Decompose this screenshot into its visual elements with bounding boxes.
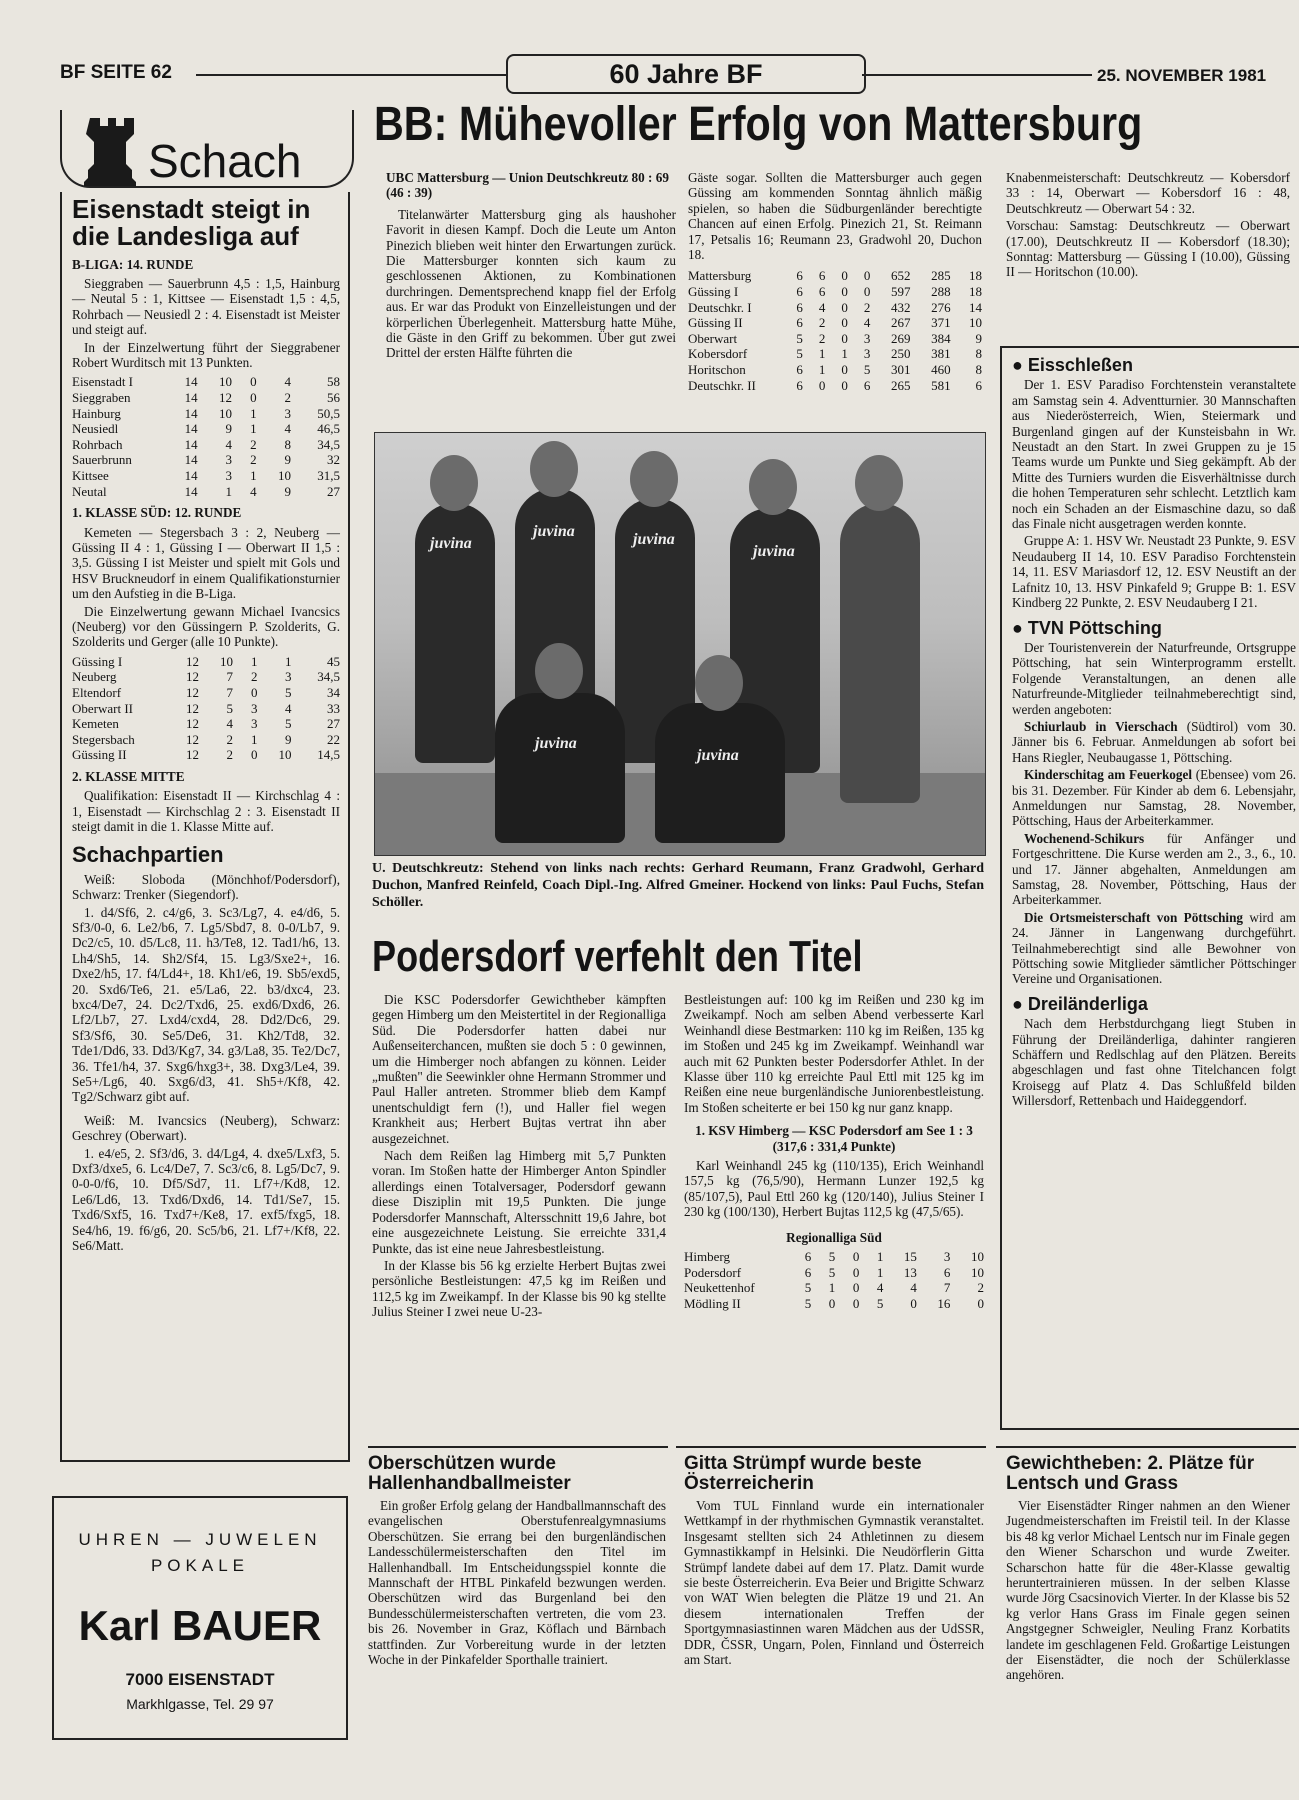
bullet-icon: ● xyxy=(1012,355,1023,375)
team-name-cell: Neusiedl xyxy=(72,421,119,437)
schach-logo xyxy=(60,110,354,190)
stat-cell: 2 xyxy=(250,452,257,468)
podersdorf-text-1: Die KSC Podersdorfer Gewichtheber kämpften gegen Himberg um den Meistertitel in der Regionalliga Süd. Die Podersdorfer hatten dabei nur Außenseiterchancen, mußten sie doch 5 : 0 gewinnen, um die Himberger noch abfangen zu können. Leider „mußten" die Seewinkler ohne Hermann Strommer und Paul Haller antreten. Strommer blieb dem Kampf unentschuldigt fern (!), und Haller fiel wegen Krankheit aus; Herbert Bujtas vertrat ihn aber ausgezeichnet. xyxy=(372,992,666,1146)
stat-cell: 269 xyxy=(890,330,911,346)
stat-cell: 14 xyxy=(184,436,198,452)
stat-cell: 0 xyxy=(250,374,257,390)
bullet-icon: ● xyxy=(1012,993,1023,1014)
stat-cell: 0 xyxy=(841,330,848,346)
stat-cell: 8 xyxy=(284,436,291,452)
stat-cell: 384 xyxy=(931,330,951,346)
ad-address: Markhlgasse, Tel. 29 97 xyxy=(126,1696,274,1712)
team-name-cell: Eisenstadt I xyxy=(72,374,134,390)
stat-cell: 0 xyxy=(828,1295,836,1311)
ad-name: Karl BAUER xyxy=(78,1602,322,1649)
table-row xyxy=(72,406,340,422)
partie2-moves: 1. e4/e5, 2. Sf3/d6, 3. d4/Lg4, 4. dxe5/Lxf3, 5. Dxf3/dxe5, 6. Lc4/De7, 7. Sc3/c6, 8. Lg5/Dc7, 9. 0-0-0/f6, 10. Df5/Sd7, 11. Lf7+/Kd8, 12. Le6/Ld6, 13. Txd6/Dxd6, 14. Td1/Se7, 15. Txd6/Sxf5, 16. Txd7+/Ke8, 17. exf5/fxg5, 18. Se4/h6, 19. f6/g6, 20. Sc5/b6, 21. Lf7+/Kf8, 22. Se6/Matt. xyxy=(72,1145,340,1254)
stat-cell: 4 xyxy=(250,483,257,499)
stat-cell: 10 xyxy=(218,405,232,421)
stat-cell: 10 xyxy=(277,468,291,483)
tvn-item-4: Die Ortsmeisterschaft von Pöttsching wird am 24. Jänner in Langenwang durchgeführt. Teilnahmeberechtigt sind alle Bewohner von Pöttsching sowie Mitglieder sämtlicher Pöttschinger Vereine und Organisationen. xyxy=(1012,909,1296,987)
table-row xyxy=(72,484,340,500)
stat-cell: 0 xyxy=(818,377,826,393)
eis-text: Der 1. ESV Paradiso Forchtenstein veranstaltete am Samstag sein 4. Adventturnier. 30 Mannschaften aus Niederösterreich, Wien, Steiermark und Burgenland gingen auf der Kunsteisbahn in Wr. Neustadt an den Start. In zwei Gruppen zu je 15 Teams wurde um Punkte und Sieg gekämpft. Ab der Mitte des Turniers wurden die Eisverhältnisse durch die hohen Temperaturen sehr schlecht. Letztlich kam noch ein Schaden an der Eismaschine dazu, so daß das Finale nicht ausgetragen werden konnte. xyxy=(1012,377,1296,532)
stat-cell: 2 xyxy=(818,330,826,346)
stat-cell: 34,5 xyxy=(317,436,340,452)
stat-cell: 4 xyxy=(226,716,234,732)
stat-cell: 9 xyxy=(975,330,982,346)
basketball-text-2: Gäste sogar. Sollten die Mattersburger auch gegen Güssing am kommenden Sonntag ähnlich mäßig spielen, so haben die Südburgenländer berechtigte Chancen auf einen Erfolg. Pinezich 21, St. Reimann 17, Petsalis 16; Reumann 23, Gradwohl 20, Duchon 18. xyxy=(688,170,982,263)
stat-cell: 9 xyxy=(284,483,291,499)
podersdorf-title: Podersdorf verfehlt den Titel xyxy=(372,932,863,981)
team-name-cell: Sieggraben xyxy=(72,390,131,406)
team-name-cell: Himberg xyxy=(684,1249,730,1265)
stat-cell: 33 xyxy=(327,700,340,716)
stat-cell: 3 xyxy=(250,700,258,716)
team-name-cell: Mödling II xyxy=(684,1295,741,1311)
team-name-cell: Deutschkr. I xyxy=(688,299,752,315)
stat-cell: 3 xyxy=(250,716,258,732)
team-name-cell: Oberwart II xyxy=(72,700,133,716)
stat-cell: 22 xyxy=(327,731,340,747)
team-name-cell: Podersdorf xyxy=(684,1264,742,1280)
stat-cell: 432 xyxy=(890,299,911,315)
stat-cell: 1 xyxy=(250,468,257,483)
jersey-label: juvina xyxy=(430,535,472,552)
rule-bottom-2 xyxy=(676,1446,986,1448)
stat-cell: 10 xyxy=(278,747,292,763)
stat-cell: 5 xyxy=(284,685,292,701)
tvn-item-3: Wochenend-Schikurs für Anfänger und Fortgeschrittene. Die Kurse werden am 2., 3., 6., 10. und 17. Jänner abgehalten, Anmeldungen am Samstag, 28. November, Pöttsching, Haus der Arbeiterkammer. xyxy=(1012,830,1296,908)
team-name-cell: Sauerbrunn xyxy=(72,452,132,468)
stat-cell: 1 xyxy=(250,405,257,421)
stat-cell: 14 xyxy=(969,299,982,315)
vorschau-text: Vorschau: Samstag: Deutschkreutz — Oberwart (17.00), Deutschkreutz II — Kobersdorf (18.30); Sonntag: Mattersburg — Güssing I (10.00), Güssing II — Horitschon (10.00). xyxy=(1006,218,1290,280)
stat-cell: 9 xyxy=(225,421,232,437)
stat-cell: 34 xyxy=(327,685,340,701)
table-row xyxy=(688,268,982,284)
stat-cell: 56 xyxy=(327,390,340,406)
stat-cell: 14,5 xyxy=(317,747,340,763)
stat-cell: 0 xyxy=(250,390,257,406)
table-row xyxy=(684,1296,984,1312)
stat-cell: 31,5 xyxy=(317,468,340,483)
stat-cell: 4 xyxy=(284,421,291,437)
stat-cell: 0 xyxy=(852,1280,860,1296)
stat-cell: 1 xyxy=(250,421,257,437)
sued-heading: 1. KLASSE SÜD: 12. RUNDE xyxy=(72,505,242,521)
tvn-item-1: Schiurlaub in Vierschach (Südtirol) vom 30. Jänner bis 6. Februar. Anmeldungen ab sofort bei Hans Riegler, Neubaugasse 1, Pöttsching. xyxy=(1012,718,1296,765)
bliga-table xyxy=(72,374,340,499)
regionalliga-heading: Regionalliga Süd xyxy=(786,1229,882,1245)
stat-cell: 7 xyxy=(226,669,234,685)
team-name-cell: Hainburg xyxy=(72,405,121,421)
table-row xyxy=(684,1265,984,1281)
schach-column xyxy=(60,192,350,1462)
result-heading: 1. KSV Himberg — KSC Podersdorf am See 1 : 3 (317,6 : 331,4 Punkte) xyxy=(695,1123,973,1154)
masthead-rule-left xyxy=(196,74,506,76)
table-row xyxy=(72,374,340,390)
bullet-icon: ● xyxy=(1012,617,1023,638)
table-row xyxy=(72,468,340,484)
ad-line-1: UHREN — JUWELEN xyxy=(78,1530,322,1549)
sued-table xyxy=(72,654,340,763)
stat-cell: 3 xyxy=(225,468,232,483)
stat-cell: 14 xyxy=(184,421,198,437)
gitta-text: Vom TUL Finnland wurde ein internationaler Wettkampf in der rhythmischen Gymnastik veranstaltet. Insgesamt stellten sich 24 Athletinnen zu diesem Gymnastikkampf in Helsinki. Die Neudörflerin Gitta Strümpf landete dabei auf dem 17. Platz. Damit wurde sie beste Österreicherin. Eva Beier und Brigitte Schwarz von WAT Wien belegten die Plätze 19 und 21. An diesem internationalen Treffen der Sportgymnasiastinnen waren Mädchen aus der UdSSR, DDR, ČSSR, Ungarn, Polen, Finnland und Österreich am Start. xyxy=(684,1497,984,1667)
right-news-box xyxy=(1000,346,1299,1430)
team-name-cell: Güssing II xyxy=(688,315,743,331)
stat-cell: 12 xyxy=(186,731,199,747)
team-name-cell: Eltendorf xyxy=(72,685,122,701)
stat-cell: 2 xyxy=(250,669,258,685)
sued-text: Kemeten — Stegersbach 3 : 2, Neuberg — Güssing II 4 : 1, Güssing I — Oberwart II 1,5 : 3,5. Güssing I ist Meister und spielt mit Gols und HSV Bruckneudorf in einem Qualifikationsturnier um den Aufstieg in die B-Liga. xyxy=(72,524,340,602)
stat-cell: 2 xyxy=(977,1280,984,1296)
stat-cell: 10 xyxy=(971,1264,984,1280)
stat-cell: 10 xyxy=(218,374,232,390)
stat-cell: 4 xyxy=(863,315,871,331)
stat-cell: 1 xyxy=(818,362,826,377)
ad-karl-bauer xyxy=(52,1496,348,1740)
stat-cell: 5 xyxy=(284,716,292,732)
stat-cell: 12 xyxy=(186,700,199,716)
stat-cell: 0 xyxy=(852,1249,860,1265)
rule-bottom-3 xyxy=(996,1446,1296,1448)
team-name-cell: Güssing I xyxy=(72,653,123,669)
podersdorf-text-4: Bestleistungen auf: 100 kg im Reißen und 230 kg im Zweikampf. Noch am selben Abend verbesserte Karl Weinhandl diese Bestmarken: 110 kg im Reißen, 135 kg im Stoßen und 245 kg im Zweikampf. Weinhandl war auch mit 62 Punkten bester Podersdorfer Athlet. In der Klasse über 110 kg erreichte Paul Ettl mit 125 kg im Reißen eine neue burgenländische Juniorenbestleistung. Im Stoßen scheiterte er bei 150 kg nur ganz knapp. xyxy=(684,992,984,1115)
stat-cell: 0 xyxy=(841,284,848,300)
partie1-moves: 1. d4/Sf6, 2. c4/g6, 3. Sc3/Lg7, 4. e4/d6, 5. Sf3/0-0, 6. Le2/b6, 7. Lg5/Sbd7, 8. 0-0/Lb7, 9. Dc2/c5, 10. d5/Lc8, 11. h3/Te8, 12. Tad1/h6, 13. Lh4/Sh5, 14. Sh2/Sf4, 15. Lg3/Sxe2+, 16. Dxe2/h5, 17. f4/Ld4+, 18. Kh1/e6, 19. Sb5/exd5, 20. Sxd6/Te6, 21. e5/La6, 22. b3/dxc4, 23. bxc4/De7, 24. Dc2/Txd6, 25. exd6/Dxd6, 26. Lf2/Lb7, 27. Lxd4/cxd4, 28. Dd2/Dc6, 29. Sf3/Sf6, 30. Se5/De6, 31. Kh2/Td8, 32. Tde1/Dd6, 33. Dd3/Kg7, 34. g3/La8, 35. Te2/Dc7, 36. Tfe1/h4, 37. Sxg6/hxg3+, 38. Dxg3/Le4, 39. Se5+/Lg6, 40. Sxg6/d3, 41. Sh5+/Kf8, 42. Tg2/Schwarz gibt auf. xyxy=(72,904,340,1105)
stat-cell: 18 xyxy=(969,268,982,284)
page-number: BF SEITE 62 xyxy=(60,62,172,83)
stat-cell: 9 xyxy=(284,452,291,468)
stat-cell: 12 xyxy=(186,716,199,732)
stat-cell: 6 xyxy=(796,268,803,284)
stat-cell: 27 xyxy=(327,716,340,732)
stat-cell: 6 xyxy=(818,284,826,300)
stat-cell: 285 xyxy=(931,268,951,284)
bliga-text: Sieggraben — Sauerbrunn 4,5 : 1,5, Hainburg — Neutal 5 : 1, Kittsee — Eisenstadt 1,5 : 4,5, Rohrbach — Neusiedl 2 : 4. Eisenstadt ist Meister und steigt auf. xyxy=(72,276,340,338)
stat-cell: 265 xyxy=(890,377,911,393)
team-name-cell: Kemeten xyxy=(72,716,119,732)
stat-cell: 6 xyxy=(863,377,871,393)
stat-cell: 0 xyxy=(852,1264,860,1280)
stat-cell: 6 xyxy=(796,315,803,331)
stat-cell: 6 xyxy=(943,1264,951,1280)
masthead-rule-right xyxy=(862,74,1092,76)
chess-rook-icon xyxy=(82,114,142,186)
stat-cell: 58 xyxy=(327,374,340,390)
stat-cell: 5 xyxy=(828,1264,836,1280)
eis-text-2: Gruppe A: 1. HSV Wr. Neustadt 23 Punkte, 9. ESV Neudauberg II 14, 10. ESV Paradiso Forchtenstein 14, 11. ESV Mariasdorf 12, 12. ESV Neustift an der Lafnitz 10, 13. HSV Pinkafeld 9; Gruppe B: 1. ESV Kindberg 22 Punkte, 2. ESV Neudauberg I 21. xyxy=(1012,533,1296,611)
partie1-players: Weiß: Sloboda (Mönchhof/Podersdorf), Schwarz: Trenker (Siegendorf). xyxy=(72,871,340,903)
mitte-text: Qualifikation: Eisenstadt II — Kirchschlag 4 : 1, Eisenstadt — Kirchschlag 2 : 3. Eisenstadt II steigt damit in die 1. Klasse Mitte auf. xyxy=(72,788,340,835)
stat-cell: 13 xyxy=(903,1264,917,1280)
stat-cell: 2 xyxy=(226,731,234,747)
table-row xyxy=(688,300,982,316)
stat-cell: 0 xyxy=(841,299,848,315)
table-row xyxy=(72,421,340,437)
table-row xyxy=(72,437,340,453)
stat-cell: 597 xyxy=(890,284,911,300)
basketball-title: BB: Mühevoller Erfolg von Mattersburg xyxy=(374,98,1143,151)
stat-cell: 4 xyxy=(284,374,291,390)
stat-cell: 12 xyxy=(186,653,199,669)
stat-cell: 3 xyxy=(943,1249,951,1265)
stat-cell: 1 xyxy=(841,346,848,362)
stat-cell: 3 xyxy=(284,405,291,421)
basketball-table xyxy=(688,268,982,393)
stat-cell: 1 xyxy=(250,731,258,747)
stat-cell: 7 xyxy=(226,685,234,701)
stat-cell: 0 xyxy=(852,1295,860,1311)
stat-cell: 14 xyxy=(184,390,198,406)
tvn-item-2: Kinderschitag am Feuerkogel (Ebensee) vom 26. bis 31. Dezember. Für Kinder ab dem 6. Lebensjahr, Anmeldungen nur Samstag, 28. November, Pöttsching, Haus der Arbeiterkammer. xyxy=(1012,767,1296,829)
table-row xyxy=(72,669,340,685)
masthead-title: 60 Jahre BF xyxy=(506,54,866,94)
photo-caption: U. Deutschkreutz: Stehend von links nach rechts: Gerhard Reumann, Franz Gradwohl, Gerhard Duchon, Manfred Reinfeld, Coach Dipl.-Ing. Alfred Gmeiner. Hockend von links: Paul Fuchs, Stefan Schöller. xyxy=(372,861,984,910)
bliga-text-2: In der Einzelwertung führt der Sieggrabener Robert Wurditsch mit 13 Punkten. xyxy=(72,339,340,371)
stat-cell: 5 xyxy=(804,1295,812,1311)
stat-cell: 3 xyxy=(863,346,871,362)
stat-cell: 12 xyxy=(218,390,232,406)
gitta-title: Gitta Strümpf wurde beste Österreicherin xyxy=(684,1453,922,1494)
stat-cell: 381 xyxy=(931,346,951,362)
stat-cell: 5 xyxy=(226,700,234,716)
table-row xyxy=(684,1249,984,1265)
gewicht-title: Gewichtheben: 2. Plätze für Lentsch und Grass xyxy=(1006,1453,1255,1494)
stat-cell: 50,5 xyxy=(317,405,340,421)
jersey-label: juvina xyxy=(533,523,575,540)
stat-cell: 0 xyxy=(841,362,848,377)
stat-cell: 1 xyxy=(284,653,292,669)
team-name-cell: Mattersburg xyxy=(688,268,752,284)
stat-cell: 0 xyxy=(250,685,258,701)
stat-cell: 4 xyxy=(284,700,292,716)
stat-cell: 12 xyxy=(186,747,199,763)
table-row xyxy=(72,716,340,732)
stat-cell: 12 xyxy=(186,685,199,701)
team-name-cell: Deutschkr. II xyxy=(688,377,756,393)
stat-cell: 2 xyxy=(863,299,871,315)
schach-logo-text: Schach xyxy=(148,135,302,187)
table-row xyxy=(72,685,340,701)
stat-cell: 14 xyxy=(184,374,198,390)
table-row xyxy=(688,284,982,300)
table-row xyxy=(688,315,982,331)
drei-heading: ● Dreiländerliga xyxy=(1012,993,1148,1014)
table-row xyxy=(72,390,340,406)
mitte-heading: 2. KLASSE MITTE xyxy=(72,769,185,784)
stat-cell: 14 xyxy=(184,483,198,499)
stat-cell: 276 xyxy=(931,299,951,315)
table-row xyxy=(688,362,982,378)
stat-cell: 371 xyxy=(931,315,951,331)
stat-cell: 18 xyxy=(969,284,982,300)
ad-line-2: POKALE xyxy=(150,1556,250,1575)
stat-cell: 16 xyxy=(937,1295,951,1311)
team-photo xyxy=(374,432,986,856)
team-name-cell: Neutal xyxy=(72,483,107,499)
stat-cell: 0 xyxy=(977,1295,984,1311)
team-name-cell: Stegersbach xyxy=(72,731,135,747)
stat-cell: 14 xyxy=(184,452,198,468)
stat-cell: 288 xyxy=(931,284,951,300)
team-name-cell: Rohrbach xyxy=(72,436,123,452)
table-row xyxy=(72,747,340,763)
issue-date: 25. NOVEMBER 1981 xyxy=(1097,66,1267,85)
stat-cell: 1 xyxy=(828,1280,836,1296)
stat-cell: 0 xyxy=(841,315,848,331)
stat-cell: 0 xyxy=(863,284,871,300)
stat-cell: 14 xyxy=(184,405,198,421)
handball-text: Ein großer Erfolg gelang der Handballmannschaft des evangelischen Oberstufenrealgymnasiums Oberschützen. Sie errang bei den burgenländischen Landesschülermeisterschaften den Titel im Hallenhandball. Im Entscheidungsspiel konnte die Mannschaft der HTBL Pinkafeld bezwungen werden. Oberschützen wird das Burgenland bei den Bundesschülermeisterschaften vertreten, die vom 23. bis 26. November in Graz, Köflach und Bärnbach stattfinden. Zur Vorbereitung wurde in der letzten Woche in der Pinkafelder Sporthalle trainiert. xyxy=(368,1497,666,1667)
podersdorf-text-3: In der Klasse bis 56 kg erzielte Herbert Bujtas zwei persönliche Bestleistungen: 47,5 kg im Reißen und 112,5 kg im Zweikampf. In der Klasse bis 90 kg stellte Julius Steiner I zwei neue U-23- xyxy=(372,1257,666,1320)
stat-cell: 12 xyxy=(186,669,199,685)
team-name-cell: Kobersdorf xyxy=(688,346,748,362)
result-text: Karl Weinhandl 245 kg (110/135), Erich Weinhandl 157,5 kg (76,5/90), Hermann Lunzer 192,5 kg (85/107,5), Paul Ettl 260 kg (120/140), Julius Steiner I 230 kg (100/130), Herbert Bujtas 112,5 kg (47,5/65). xyxy=(684,1158,984,1220)
stat-cell: 0 xyxy=(863,268,871,284)
stat-cell: 10 xyxy=(969,315,982,331)
ad-city: 7000 EISENSTADT xyxy=(125,1670,275,1689)
rule-bottom-1 xyxy=(368,1446,668,1448)
eis-heading: ● Eisschleßen xyxy=(1012,355,1133,375)
stat-cell: 1 xyxy=(876,1264,884,1280)
stat-cell: 250 xyxy=(890,346,911,362)
stat-cell: 1 xyxy=(225,483,232,499)
stat-cell: 0 xyxy=(841,268,848,284)
stat-cell: 27 xyxy=(327,483,340,499)
stat-cell: 2 xyxy=(284,390,291,406)
stat-cell: 6 xyxy=(804,1264,812,1280)
drei-text: Nach dem Herbstdurchgang liegt Stuben in Führung der Dreiländerliga, dahinter rangieren Schäffern und Redlschlag auf den Plätzen. Bereits abgeschlagen und fast ohne Titelchancen folgt Kroisegg auf Platz 4. Das Schlußfeld bilden Willersdorf, Rettenbach und Haideggendorf. xyxy=(1012,1016,1296,1109)
stat-cell: 5 xyxy=(828,1249,836,1265)
stat-cell: 6 xyxy=(975,377,982,393)
stat-cell: 6 xyxy=(818,268,826,284)
stat-cell: 4 xyxy=(818,299,826,315)
stat-cell: 3 xyxy=(863,330,871,346)
stat-cell: 0 xyxy=(250,747,258,763)
stat-cell: 10 xyxy=(971,1249,984,1265)
stat-cell: 45 xyxy=(327,653,340,669)
stat-cell: 15 xyxy=(903,1249,917,1265)
stat-cell: 5 xyxy=(876,1295,884,1311)
basketball-score: UBC Mattersburg — Union Deutschkreutz 80 : 69 (46 : 39) xyxy=(386,170,669,201)
tvn-text: Der Touristenverein der Naturfreunde, Ortsgruppe Pöttsching, hat sein Winterprogramm erstellt. Folgende Veranstaltungen, an denen alle Naturfreunde-Mitglieder teilnahmeberechtigt sind, werden angeboten: xyxy=(1012,639,1296,717)
stat-cell: 0 xyxy=(841,377,848,393)
stat-cell: 652 xyxy=(890,268,911,284)
gewicht-text: Vier Eisenstädter Ringer nahmen an den Wiener Jugendmeisterschaften im Freistil teil. In der Klasse bis 48 kg verlor Michael Lentsch nur im Finale gegen den Wiener Scharschon und wurde Zweiter. Scharschon hatte für die 48er-Klasse gewaltig heruntertrainieren müssen. In der selben Klasse wurde Jörg Csacsinovich Vierter. In der Klasse bis 52 kg verlor Hans Grass im Finale gegen seinen Angstgegner Schweigler, Neuling Franz Korbatits landete im geschlagenen Feld. Großartige Leistungen der Eisenstädter, die noch der Schülerklasse angehören. xyxy=(1006,1497,1290,1683)
bliga-heading: B-LIGA: 14. RUNDE xyxy=(72,256,194,272)
partien-title: Schachpartien xyxy=(72,841,224,867)
team-name-cell: Güssing I xyxy=(688,284,739,300)
stat-cell: 2 xyxy=(226,747,234,763)
stat-cell: 3 xyxy=(225,452,232,468)
stat-cell: 7 xyxy=(943,1280,951,1296)
sued-text-2: Die Einzelwertung gewann Michael Ivancsics (Neuberg) vor den Güssingern P. Szolderits, G. Szolderits und Gerger (alle 10 Punkte). xyxy=(72,603,340,650)
stat-cell: 10 xyxy=(220,653,234,669)
table-row xyxy=(688,331,982,347)
team-name-cell: Kittsee xyxy=(72,468,109,483)
stat-cell: 460 xyxy=(931,362,951,377)
stat-cell: 2 xyxy=(818,315,826,331)
stat-cell: 9 xyxy=(284,731,292,747)
stat-cell: 34,5 xyxy=(317,669,340,685)
stat-cell: 1 xyxy=(818,346,826,362)
stat-cell: 14 xyxy=(184,468,198,483)
stat-cell: 3 xyxy=(284,669,292,685)
stat-cell: 32 xyxy=(327,452,340,468)
regionalliga-table xyxy=(684,1249,984,1311)
stat-cell: 8 xyxy=(975,346,982,362)
jersey-label: juvina xyxy=(753,543,795,560)
team-name-cell: Neuberg xyxy=(72,669,117,685)
team-name-cell: Güssing II xyxy=(72,747,127,763)
stat-cell: 6 xyxy=(796,377,803,393)
stat-cell: 6 xyxy=(796,362,803,377)
partie2-players: Weiß: M. Ivancsics (Neuberg), Schwarz: Geschrey (Oberwart). xyxy=(72,1112,340,1144)
stat-cell: 4 xyxy=(225,436,232,452)
handball-title: Oberschützen wurde Hallenhandballmeister xyxy=(368,1453,571,1494)
stat-cell: 6 xyxy=(804,1249,812,1265)
table-row xyxy=(72,701,340,717)
table-row xyxy=(72,732,340,748)
stat-cell: 5 xyxy=(796,330,803,346)
stat-cell: 2 xyxy=(250,436,257,452)
knaben-text: Knabenmeisterschaft: Deutschkreutz — Kobersdorf 33 : 14, Oberwart — Kobersdorf 16 : 48, Deutschkreutz — Oberwart 54 : 32. xyxy=(1006,170,1290,216)
stat-cell: 5 xyxy=(863,362,871,377)
stat-cell: 4 xyxy=(910,1280,917,1296)
stat-cell: 1 xyxy=(876,1249,884,1265)
table-row xyxy=(688,378,982,394)
stat-cell: 6 xyxy=(796,299,803,315)
tvn-heading: ● TVN Pöttsching xyxy=(1012,617,1162,638)
schach-title: Eisenstadt steigt in die Landesliga auf xyxy=(72,194,311,252)
table-row xyxy=(684,1280,984,1296)
team-name-cell: Horitschon xyxy=(688,362,746,377)
table-row xyxy=(72,452,340,468)
stat-cell: 5 xyxy=(796,346,803,362)
stat-cell: 5 xyxy=(804,1280,812,1296)
stat-cell: 1 xyxy=(250,653,258,669)
team-name-cell: Neukettenhof xyxy=(684,1280,755,1296)
stat-cell: 46,5 xyxy=(317,421,340,437)
podersdorf-text-2: Nach dem Reißen lag Himberg mit 5,7 Punkten voran. Im Stoßen hatte der Himberger Anton Spindler allerdings einen Totalversager, Podersdorf gewann diese Disziplin mit 19,5 Punkten. Die junge Podersdorfer Mannschaft, Altersschnitt 19,6 Jahre, bot eine ausgezeichnete Leistung. Sie erreichte 331,4 Punkte, das ist eine neue Jahresbestleistung. xyxy=(372,1148,666,1256)
table-row xyxy=(688,346,982,362)
table-row xyxy=(72,654,340,670)
stat-cell: 6 xyxy=(796,284,803,300)
stat-cell: 8 xyxy=(975,362,982,377)
stat-cell: 267 xyxy=(890,315,911,331)
stat-cell: 301 xyxy=(890,362,911,377)
basketball-text: Titelanwärter Mattersburg ging als haushoher Favorit in diesen Kampf. Doch die Leute um Anton Pinezich blieben weit hinter den Erwartungen zurück. Die Mattersburger konnten sich kaum zu geschlossenen Aktionen, zu Kombinationen durchringen. Dementsprechend knapp fiel der Erfolg aus. Er war das Produkt von Einzelleistungen und der körperlichen Überlegenheit. Mattersburg hatte Mühe, die Gäste in den Griff zu bekommen. Über gut zwei Drittel der ersten Hälfte führten die xyxy=(386,206,676,361)
team-name-cell: Oberwart xyxy=(688,330,738,346)
jersey-label: juvina xyxy=(535,735,577,752)
stat-cell: 581 xyxy=(931,377,951,393)
stat-cell: 0 xyxy=(910,1295,917,1311)
stat-cell: 4 xyxy=(876,1280,884,1296)
jersey-label: juvina xyxy=(633,531,675,548)
jersey-label: juvina xyxy=(697,747,739,764)
